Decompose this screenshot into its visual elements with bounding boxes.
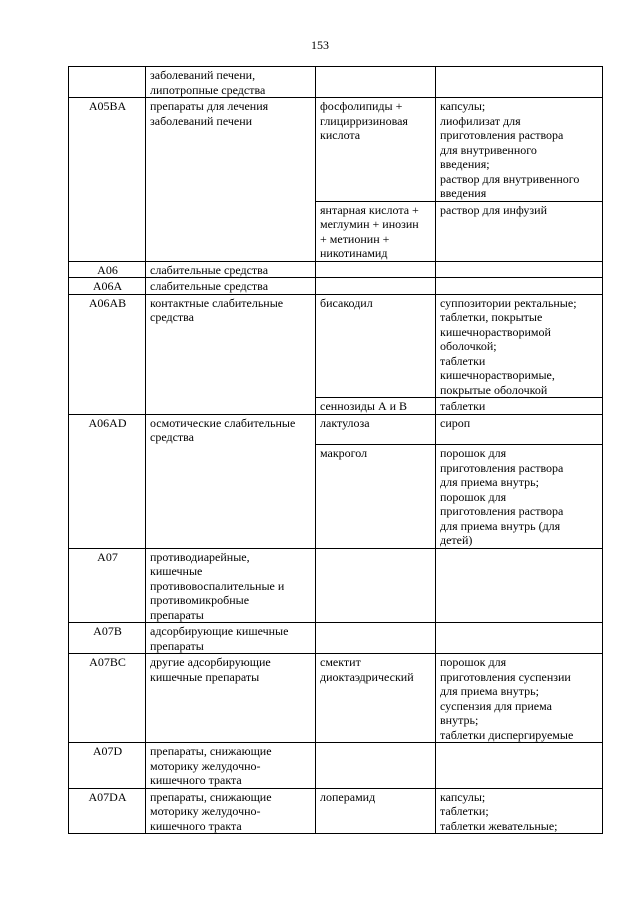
group-cell — [146, 398, 316, 415]
group-cell: противодиарейные, кишечные противовоспалительные и противомикробные препараты — [146, 548, 316, 623]
table-row — [69, 398, 603, 415]
dosage-form-cell: суппозитории ректальные; таблетки, покрытые кишечнорастворимой оболочкой; таблетки кишечнорастворимые, покрытые оболочкой — [436, 294, 603, 398]
atc-code-cell: A07BC — [69, 654, 146, 743]
substance-cell: лоперамид — [316, 788, 436, 834]
dosage-form-cell: капсулы; лиофилизат для приготовления раствора для внутривенного введения; раствор для внутривенного введения — [436, 98, 603, 202]
substance-cell: бисакодил — [316, 294, 436, 398]
atc-code-cell: A07B — [69, 623, 146, 654]
group-cell: адсорбирующие кишечные препараты — [146, 623, 316, 654]
table-row — [69, 278, 603, 295]
substance-cell: янтарная кислота + меглумин + инозин + метионин + никотинамид — [316, 201, 436, 261]
dosage-form-cell: порошок для приготовления раствора для приема внутрь; порошок для приготовления раствора для приема внутрь (для детей) — [436, 445, 603, 549]
dosage-form-cell — [436, 261, 603, 278]
dosage-form-cell: капсулы; таблетки; таблетки жевательные; — [436, 788, 603, 834]
atc-code-cell: A06AB — [69, 294, 146, 398]
dosage-form-cell: раствор для инфузий — [436, 201, 603, 261]
table-row — [69, 743, 603, 789]
dosage-form-cell: порошок для приготовления суспензии для приема внутрь; суспензия для приема внутрь; таблетки диспергируемые — [436, 654, 603, 743]
table-row — [69, 548, 603, 623]
dosage-form-cell — [436, 278, 603, 295]
table-row — [69, 294, 603, 398]
atc-code-cell — [69, 201, 146, 261]
atc-code-cell — [69, 398, 146, 415]
group-cell: контактные слабительные средства — [146, 294, 316, 398]
atc-code-cell: A06AD — [69, 414, 146, 445]
table-row — [69, 623, 603, 654]
group-cell: осмотические слабительные средства — [146, 414, 316, 445]
dosage-form-cell — [436, 548, 603, 623]
dosage-form-cell — [436, 743, 603, 789]
substance-cell: сеннозиды А и В — [316, 398, 436, 415]
group-cell: другие адсорбирующие кишечные препараты — [146, 654, 316, 743]
substance-cell: макрогол — [316, 445, 436, 549]
dosage-form-cell — [436, 67, 603, 98]
substance-cell — [316, 278, 436, 295]
substance-cell — [316, 67, 436, 98]
atc-code-cell: A07 — [69, 548, 146, 623]
atc-code-cell: A07DA — [69, 788, 146, 834]
substance-cell: лактулоза — [316, 414, 436, 445]
table-row — [69, 67, 603, 98]
group-cell: слабительные средства — [146, 261, 316, 278]
dosage-form-cell: таблетки — [436, 398, 603, 415]
table-row — [69, 414, 603, 445]
page-number: 153 — [311, 38, 329, 52]
atc-code-cell: A06A — [69, 278, 146, 295]
substance-cell: фосфолипиды + глицирризиновая кислота — [316, 98, 436, 202]
medicines-table — [68, 66, 603, 834]
substance-cell — [316, 548, 436, 623]
group-cell: препараты, снижающие моторику желудочно- кишечного тракта — [146, 743, 316, 789]
atc-code-cell: A06 — [69, 261, 146, 278]
table-row — [69, 445, 603, 549]
table-row — [69, 201, 603, 261]
table-row — [69, 788, 603, 834]
dosage-form-cell: сироп — [436, 414, 603, 445]
substance-cell — [316, 743, 436, 789]
substance-cell — [316, 261, 436, 278]
dosage-form-cell — [436, 623, 603, 654]
group-cell — [146, 445, 316, 549]
substance-cell — [316, 623, 436, 654]
atc-code-cell — [69, 67, 146, 98]
atc-code-cell — [69, 445, 146, 549]
atc-code-cell: A07D — [69, 743, 146, 789]
table-row — [69, 261, 603, 278]
group-cell: заболеваний печени, липотропные средства — [146, 67, 316, 98]
group-cell: препараты для лечения заболеваний печени — [146, 98, 316, 202]
group-cell — [146, 201, 316, 261]
atc-code-cell: A05BA — [69, 98, 146, 202]
substance-cell: смектит диоктаэдрический — [316, 654, 436, 743]
group-cell: слабительные средства — [146, 278, 316, 295]
group-cell: препараты, снижающие моторику желудочно- кишечного тракта — [146, 788, 316, 834]
table-row — [69, 654, 603, 743]
table-row — [69, 98, 603, 202]
